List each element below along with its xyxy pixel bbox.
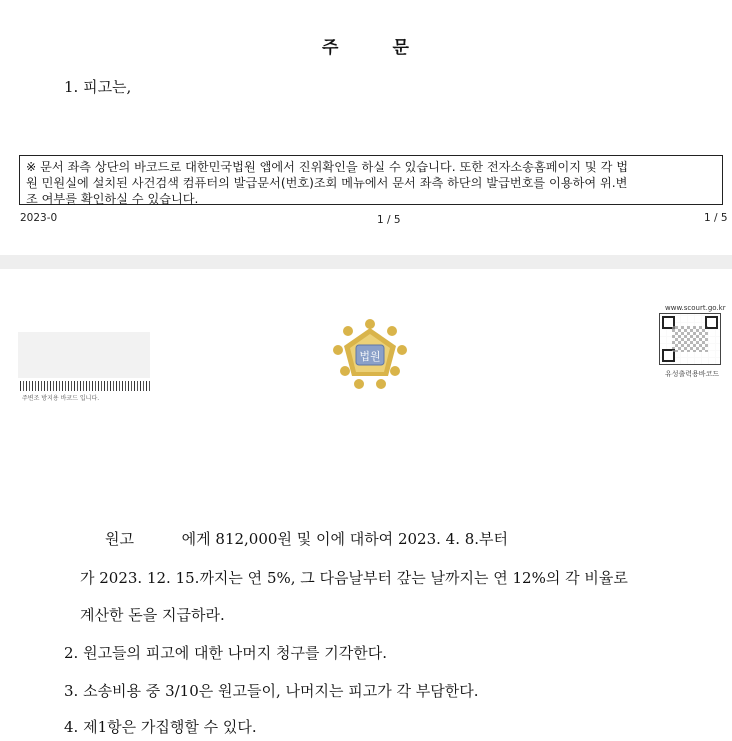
anti-forgery-barcode <box>20 381 152 391</box>
redacted-area <box>18 332 150 378</box>
judgment-item-2: 2. 원고들의 피고에 대한 나머지 청구를 기각한다. <box>64 644 387 662</box>
title-char-right: 문 <box>392 38 409 58</box>
qr-code <box>659 313 721 365</box>
title-char-left: 주 <box>322 38 339 58</box>
notice-line-1: ※ 문서 좌측 상단의 바코드로 대한민국법원 앱에서 진위확인을 하실 수 있습니다. 또한 전자소송홈페이지 및 각 법 <box>26 160 628 174</box>
judgment-line-3: 계산한 돈을 지급하라. <box>80 606 225 624</box>
judgment-item-4: 4. 제1항은 가집행할 수 있다. <box>64 718 257 736</box>
verification-notice-box <box>19 155 723 205</box>
judgment-line-2: 가 2023. 12. 15.까지는 연 5%, 그 다음날부터 갚는 날까지는 연 12%의 각 비율로 <box>80 569 628 587</box>
notice-line-2: 원 민원실에 설치된 사건검색 컴퓨터의 발급문서(번호)조회 메뉴에서 문서 좌측 하단의 발급번호를 이용하여 위.변 <box>26 176 628 190</box>
court-emblem-icon <box>332 318 408 390</box>
qr-code-label: 유성출력용바코드 <box>665 370 720 378</box>
barcode-label: 주변조 방지용 바코드 입니다. <box>22 395 100 402</box>
court-website-label: www.scourt.go.kr <box>665 304 726 312</box>
judgment-line-1: 원고 에게 812,000원 및 이에 대하여 2023. 4. 8.부터 <box>105 530 509 548</box>
footer-issue-date: 2023-0 <box>20 212 58 224</box>
notice-line-3: 조 여부를 확인하실 수 있습니다. <box>26 192 199 206</box>
emblem-text: 법원 <box>359 350 381 363</box>
page-number-center: 1 / 5 <box>377 214 401 226</box>
judgment-item-3: 3. 소송비용 중 3/10은 원고들이, 나머지는 피고가 각 부담한다. <box>64 682 479 700</box>
section-title <box>322 33 409 58</box>
page-number-right: 1 / 5 <box>704 212 728 224</box>
item1-intro: 1. 피고는, <box>64 78 132 96</box>
page-separator <box>0 255 732 269</box>
